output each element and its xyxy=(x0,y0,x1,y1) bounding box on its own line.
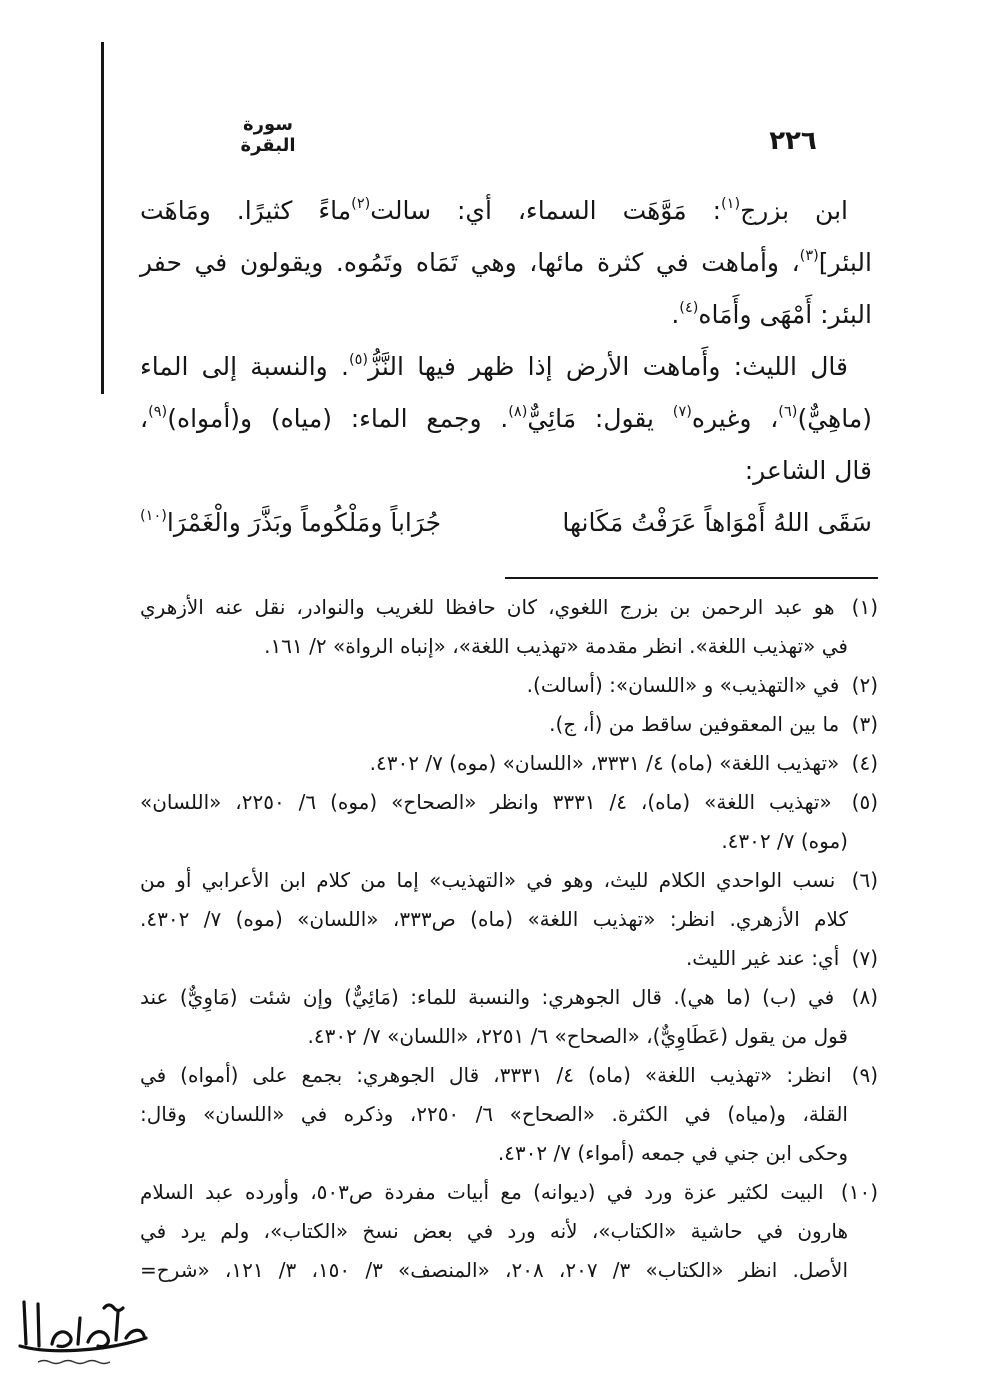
body-line xyxy=(140,393,872,445)
footnote-line xyxy=(140,1173,878,1212)
footnote-ref: (٤) xyxy=(679,300,699,317)
footnote-line xyxy=(140,1212,878,1251)
footnote-line xyxy=(140,900,878,939)
verse-first-hemistich: سَقَى اللهُ أَمْوَاهاً عَرَفْتُ مَكَانها xyxy=(562,508,872,537)
body-text: ، xyxy=(140,404,149,433)
footnote-text: ما بين المعقوفين ساقط من (أ، ج). xyxy=(549,712,840,736)
body-text: البئر: أَمْهَى وأَمَاه xyxy=(698,300,872,329)
page-number: ٢٢٦ xyxy=(769,126,817,156)
footnote-line xyxy=(140,666,878,705)
footnote-text: في (ب) (ما هي). قال الجوهري: والنسبة للماء: (مَائِيٌّ) وإن شئت (مَاوِيٌّ) عند xyxy=(140,985,835,1009)
footnote-number: (٨) xyxy=(851,985,879,1009)
body-line xyxy=(140,289,872,341)
footnote-number: (٧) xyxy=(851,946,878,970)
footnote-text: الأصل. انظر «الكتاب» ٣/ ٢٠٧، ٢٠٨، «المنصف» ٣/ ١٥٠، ٣/ ١٢١، «شرح= xyxy=(140,1258,848,1282)
footnote-ref: (٨) xyxy=(508,404,528,421)
footnote-text: القلة، و(مياه) في الكثرة. «الصحاح» ٦/ ٢٢٥٠، وذكره في «اللسان» وقال: xyxy=(140,1102,848,1126)
footnote-line xyxy=(140,822,878,861)
scan-margin-rule xyxy=(101,42,104,394)
body-text: قال الشاعر: xyxy=(744,456,872,485)
footnote-number: (٢) xyxy=(851,673,878,697)
footnote xyxy=(140,783,878,861)
footnote-text: انظر: «تهذيب اللغة» (ماه) ٤/ ٣٣٣١، قال الجوهري: بجمع على (أمواه) في xyxy=(140,1063,832,1087)
body-text: ابن بزرج xyxy=(740,196,848,225)
footnote-number: (٤) xyxy=(851,751,878,775)
verse-second-hemistich-text: جُرَاباً ومَلْكُوماً وبَذَّرَ والْغَمْرَا xyxy=(166,508,442,537)
footnote xyxy=(140,939,878,978)
footnote xyxy=(140,588,878,666)
body-line xyxy=(140,237,872,289)
body-line xyxy=(140,341,872,393)
footnote-line xyxy=(140,1251,878,1290)
footnote-text: «تهذيب اللغة» (ماه) ٤/ ٣٣٣١، «اللسان» (موه) ٧/ ٤٣٠٢. xyxy=(369,751,840,775)
footnote-line xyxy=(140,1056,878,1095)
body-text: يقول: مَائِيٌّ xyxy=(527,404,673,433)
footnote-line xyxy=(140,1095,878,1134)
body-text: البئر] xyxy=(818,248,872,277)
footnote xyxy=(140,705,878,744)
footnote-number: (٦) xyxy=(851,868,878,892)
footnote-number: (١) xyxy=(851,595,878,619)
footnote-number: (٩) xyxy=(851,1063,879,1087)
footnote-text: البيت لكثير عزة ورد في (ديوانه) مع أبيات مفردة ص٥٠٣، وأورده عبد السلام xyxy=(140,1180,824,1204)
body-text: قال الليث: وأَماهت الأرض إذا ظهر فيها النَّزُّ xyxy=(368,352,848,381)
footnote xyxy=(140,861,878,939)
body-text: . وجمع الماء: (مياه) و(أمواه) xyxy=(167,404,509,433)
body-text: ، وغيره xyxy=(691,404,779,433)
main-text xyxy=(140,185,872,549)
body-text: (ماهِيٌّ) xyxy=(797,404,872,433)
body-line xyxy=(140,445,872,497)
footnote-text: في «التهذيب» و «اللسان»: (أسالت). xyxy=(526,673,840,697)
footnotes xyxy=(140,588,878,1290)
watermark-logo-icon xyxy=(8,1288,158,1372)
footnote-text: نسب الواحدي الكلام لليث، وهو في «التهذيب» إما من كلام ابن الأعرابي أو من xyxy=(140,868,836,892)
footnote-text: في «تهذيب اللغة». انظر مقدمة «تهذيب اللغة»، «إنباه الرواة» ٢/ ١٦١. xyxy=(264,634,848,658)
footnote-ref: (٧) xyxy=(672,404,692,421)
footnote-number: (٣) xyxy=(851,712,878,736)
footnote-line xyxy=(140,1017,878,1056)
footnote-number: (١٠) xyxy=(840,1180,879,1204)
footnote-ref: (٦) xyxy=(778,404,798,421)
footnote-ref: (١) xyxy=(721,196,741,213)
footnote-text: كلام الأزهري. انظر: «تهذيب اللغة» (ماه) ص٣٣٣، «اللسان» (موه) ٧/ ٤٣٠٢. xyxy=(140,907,848,931)
footnote-line xyxy=(140,783,878,822)
footnote-ref: (١٠) xyxy=(140,508,167,525)
footnote-number: (٥) xyxy=(851,790,878,814)
footnote-ref: (٢) xyxy=(351,196,371,213)
footnote-ref: (٣) xyxy=(799,248,819,265)
footnote-line xyxy=(140,705,878,744)
footnote-line xyxy=(140,861,878,900)
footnote-text: هو عبد الرحمن بن بزرج اللغوي، كان حافظا للغريب والنوادر، نقل عنه الأزهري xyxy=(140,595,835,619)
body-text: : مَوَّهَت السماء، أي: سالت xyxy=(370,196,721,225)
body-text: . والنسبة إلى الماء xyxy=(140,352,349,381)
verse-second-hemistich xyxy=(140,497,441,549)
footnote-ref: (٩) xyxy=(148,404,168,421)
footnote-separator xyxy=(505,577,878,579)
footnote xyxy=(140,1173,878,1290)
footnote-text: هارون في حاشية «الكتاب»، لأنه ورد في بعض نسخ «الكتاب»، ولم يرد في xyxy=(140,1219,848,1243)
footnote-ref: (٥) xyxy=(348,352,369,369)
body-text: ، وأماهت في كثرة مائها، وهي تَمَاه وتَمُوه. ويقولون في حفر xyxy=(140,248,800,277)
footnote-line xyxy=(140,939,878,978)
footnote xyxy=(140,666,878,705)
footnote xyxy=(140,978,878,1056)
footnote-text: قول من يقول (عَطَاوِيٌّ)، «الصحاح» ٦/ ٢٢٥١، «اللسان» ٧/ ٤٣٠٢. xyxy=(307,1024,848,1048)
footnote-line xyxy=(140,588,878,627)
body-text: ماءً كثيرًا. ومَاهَت xyxy=(140,196,352,225)
footnote-line xyxy=(140,744,878,783)
footnote-text: أي: عند غير الليث. xyxy=(685,946,840,970)
running-header-title: سورة البقرة xyxy=(240,114,296,156)
footnote-line xyxy=(140,978,878,1017)
footnote-text: وحكى ابن جني في جمعه (أمواء) ٧/ ٤٣٠٢. xyxy=(497,1141,848,1165)
footnote-line xyxy=(140,1134,878,1173)
footnote-line xyxy=(140,627,878,666)
body-line xyxy=(140,185,872,237)
footnote xyxy=(140,1056,878,1173)
footnote-text: «تهذيب اللغة» (ماه)، ٤/ ٣٣٣١ وانظر «الصحاح» (موه) ٦/ ٢٢٥٠، «اللسان» xyxy=(140,790,832,814)
poetry-verse xyxy=(140,497,872,549)
body-text: . xyxy=(671,300,680,329)
footnote-text: (موه) ٧/ ٤٣٠٢. xyxy=(721,829,848,853)
footnote xyxy=(140,744,878,783)
